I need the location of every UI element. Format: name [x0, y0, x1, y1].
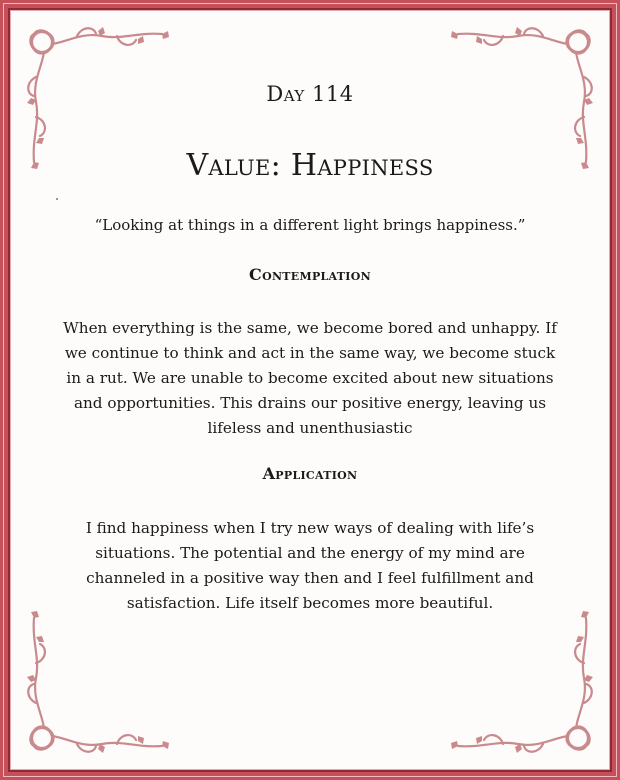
paper: [8, 8, 612, 772]
day-label: Day 114: [266, 82, 354, 106]
contemplation-line: lifeless and unenthusiastic: [207, 419, 413, 437]
contemplation-line: in a rut. We are unable to become excited about new situations: [66, 369, 554, 387]
contemplation-line: When everything is the same, we become bored and unhappy. If: [63, 319, 557, 337]
page-content: [50, 10, 570, 770]
application-text: [65, 516, 555, 616]
application-line: I find happiness when I try new ways of dealing with life’s: [85, 519, 535, 537]
contemplation-heading: Contemplation: [249, 265, 371, 284]
application-line: situations. The potential and the energy of my mind are: [95, 544, 525, 562]
contemplation-text: [40, 316, 580, 441]
contemplation-line: and opportunities. This drains our positive energy, leaving us: [73, 394, 547, 412]
quote: “Looking at things in a different light brings happiness.”: [94, 216, 526, 234]
application-line: channeled in a positive way then and I feel fulfillment and: [86, 569, 534, 587]
application-line: satisfaction. Life itself becomes more beautiful.: [126, 594, 494, 612]
value-title: Value: Happiness: [186, 148, 434, 183]
application-heading: Application: [262, 464, 358, 483]
contemplation-line: we continue to think and act in the same way, we become stuck: [64, 344, 556, 362]
